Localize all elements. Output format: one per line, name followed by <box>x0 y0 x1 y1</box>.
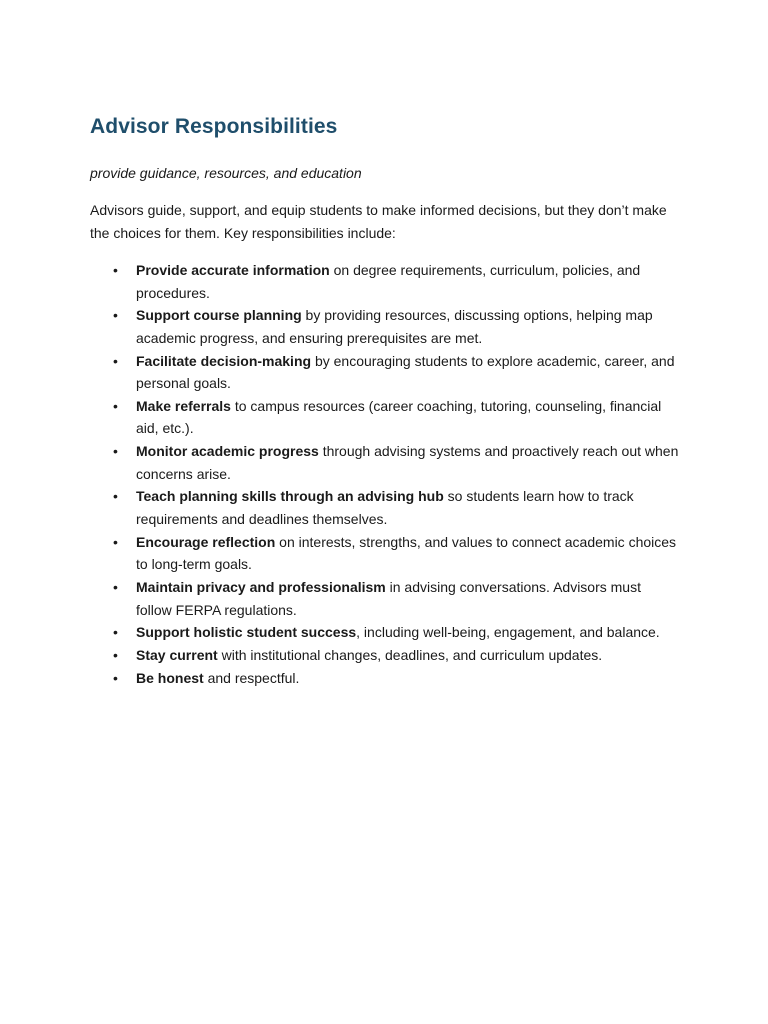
list-item <box>90 350 680 395</box>
bullet-icon: • <box>113 262 118 278</box>
item-lead: Make referrals <box>136 397 231 414</box>
list-item <box>90 531 680 576</box>
list-item <box>90 304 680 349</box>
bullet-icon: • <box>113 579 118 596</box>
list-item <box>90 644 680 667</box>
bullet-icon: • <box>113 488 118 505</box>
intro-paragraph: Advisors guide, support, and equip students to make informed decisions, but they don’t make the choices for them. Key responsibilities include: <box>90 202 667 241</box>
item-text: by encouraging students to explore academic, career, and personal goals. <box>136 352 675 392</box>
item-text: through advising systems and proactively reach out when concerns arise. <box>136 443 679 482</box>
item-lead: Encourage reflection <box>136 533 276 550</box>
item-text: , including well-being, engagement, and balance. <box>356 624 660 641</box>
item-lead: Be honest <box>136 669 204 686</box>
item-lead: Stay current <box>136 647 218 664</box>
item-text: with institutional changes, deadlines, and curriculum updates. <box>217 647 603 664</box>
item-lead: Support course planning <box>136 307 302 324</box>
bullet-icon: • <box>113 443 118 460</box>
item-text: and respectful. <box>203 669 300 686</box>
list-item <box>90 621 680 644</box>
bullet-icon: • <box>113 533 118 550</box>
list-item <box>90 259 680 304</box>
bullet-icon: • <box>113 352 118 369</box>
document-page <box>90 112 680 690</box>
item-lead: Monitor academic progress <box>136 443 319 460</box>
item-lead: Provide accurate information <box>136 262 330 278</box>
page-subtitle: provide guidance, resources, and education <box>90 165 362 181</box>
item-text: so students learn how to track requirements and deadlines themselves. <box>136 488 634 527</box>
item-lead: Maintain privacy and professionalism <box>136 579 386 596</box>
item-text: by providing resources, discussing options, helping map academic progress, and ensuring prerequisites are met. <box>136 307 653 346</box>
list-item <box>90 667 680 690</box>
item-lead: Teach planning skills through an advising hub <box>136 488 444 505</box>
list-item <box>90 440 680 485</box>
bullet-icon: • <box>113 647 118 664</box>
bullet-icon: • <box>113 624 118 641</box>
item-lead: Facilitate decision-making <box>136 352 312 369</box>
item-text: in advising conversations. Advisors must follow FERPA regulations. <box>136 579 641 618</box>
list-item <box>90 576 680 621</box>
list-item <box>90 485 680 530</box>
bullet-icon: • <box>113 669 118 686</box>
page-title: Advisor Responsibilities <box>90 115 338 138</box>
bullet-icon: • <box>113 397 118 414</box>
list-item <box>90 395 680 440</box>
responsibilities-list <box>90 259 680 689</box>
item-text: on interests, strengths, and values to connect academic choices to long-term goals. <box>136 533 677 573</box>
item-text: on degree requirements, curriculum, policies, and procedures. <box>136 262 641 301</box>
item-lead: Support holistic student success <box>136 624 357 641</box>
item-text: to campus resources (career coaching, tutoring, counseling, financial aid, etc.). <box>136 397 662 437</box>
bullet-icon: • <box>113 307 118 324</box>
